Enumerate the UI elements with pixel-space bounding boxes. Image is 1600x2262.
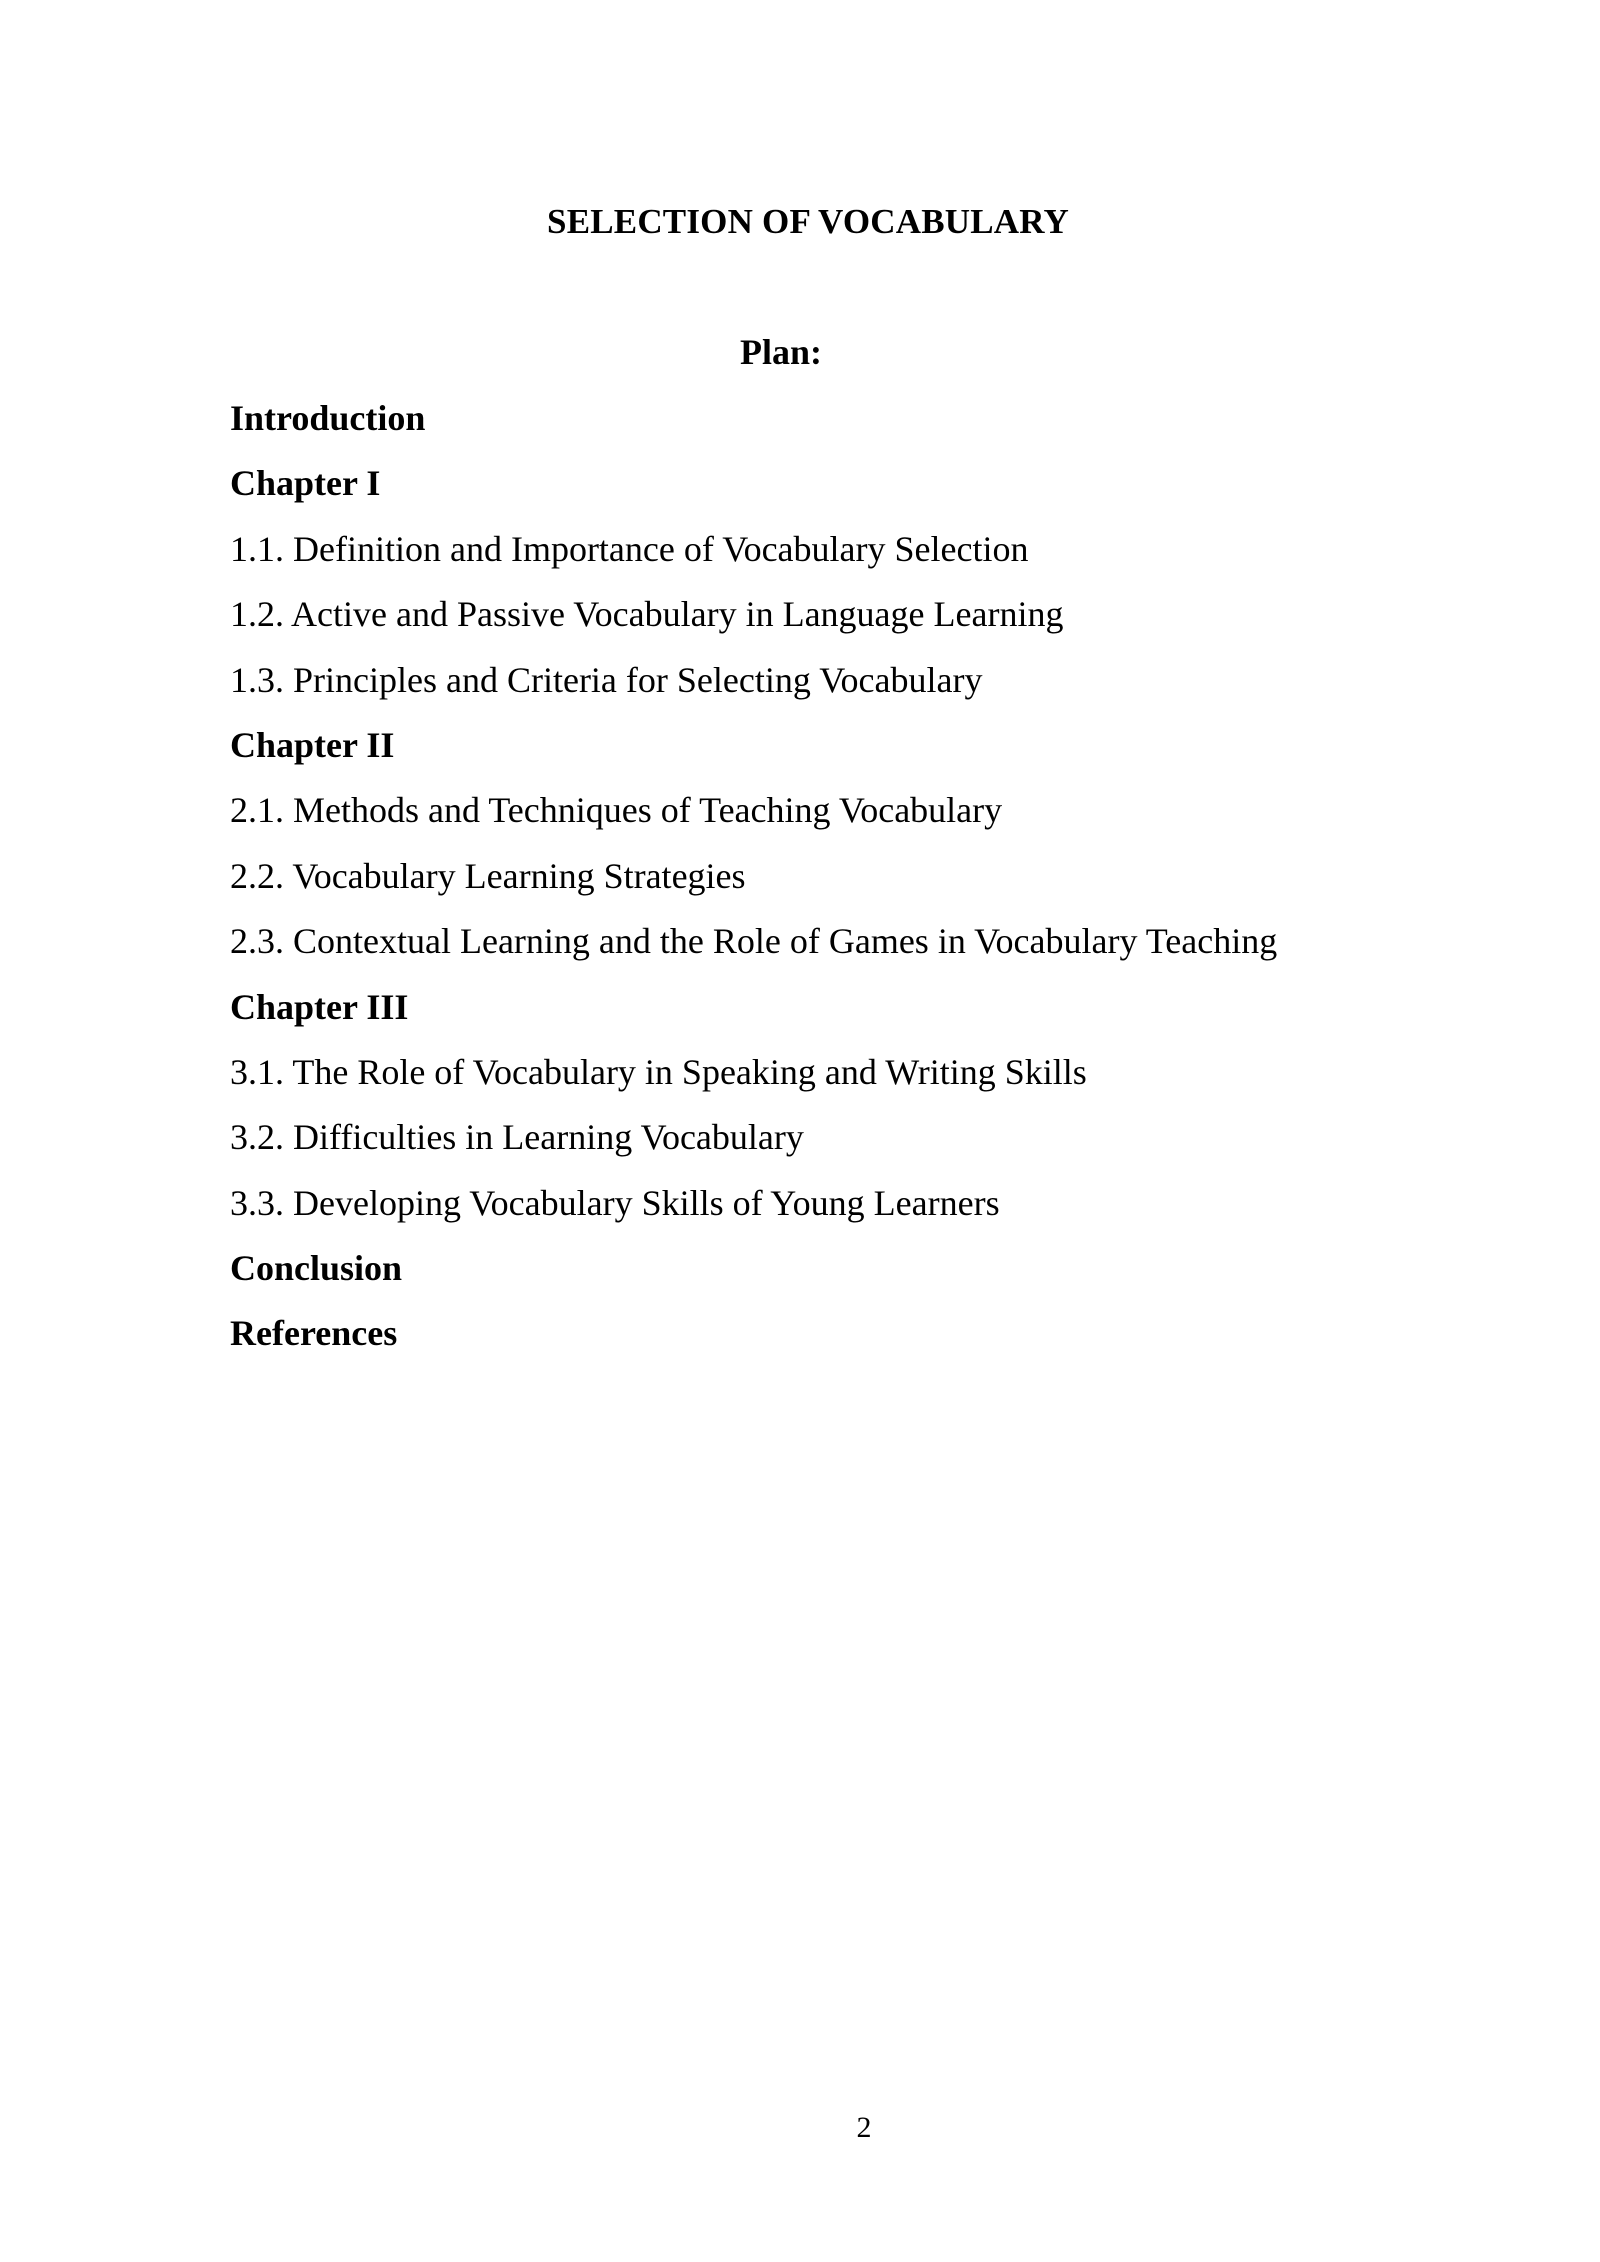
toc-item-1-3: 1.3. Principles and Criteria for Selecting Vocabulary — [230, 659, 983, 700]
toc-item-conclusion: Conclusion — [230, 1248, 403, 1289]
toc-item-1-1: 1.1. Definition and Importance of Vocabulary Selection — [230, 528, 1029, 569]
toc-item-chapter-2: Chapter II — [230, 724, 395, 765]
toc-item-introduction: Introduction — [230, 398, 426, 438]
toc-item-2-2: 2.2. Vocabulary Learning Strategies — [230, 855, 746, 896]
toc-item-2-1: 2.1. Methods and Techniques of Teaching Vocabulary — [230, 790, 1003, 831]
toc-item-chapter-3: Chapter III — [230, 986, 409, 1027]
plan-heading: Plan: — [739, 332, 822, 372]
toc-item-3-3: 3.3. Developing Vocabulary Skills of Young Learners — [230, 1182, 1000, 1223]
table-of-contents — [230, 396, 1470, 1377]
toc-item-3-1: 3.1. The Role of Vocabulary in Speaking and Writing Skills — [230, 1051, 1087, 1092]
toc-item-1-2: 1.2. Active and Passive Vocabulary in Language Learning — [230, 594, 1064, 635]
toc-item-references: References — [230, 1313, 398, 1354]
toc-item-chapter-1: Chapter I — [230, 463, 381, 504]
toc-item-2-3: 2.3. Contextual Learning and the Role of Games in Vocabulary Teaching — [230, 921, 1278, 962]
page-number: 2 — [856, 2111, 872, 2144]
document-title: SELECTION OF VOCABULARY — [547, 202, 1069, 241]
toc-item-3-2: 3.2. Difficulties in Learning Vocabulary — [230, 1117, 804, 1158]
